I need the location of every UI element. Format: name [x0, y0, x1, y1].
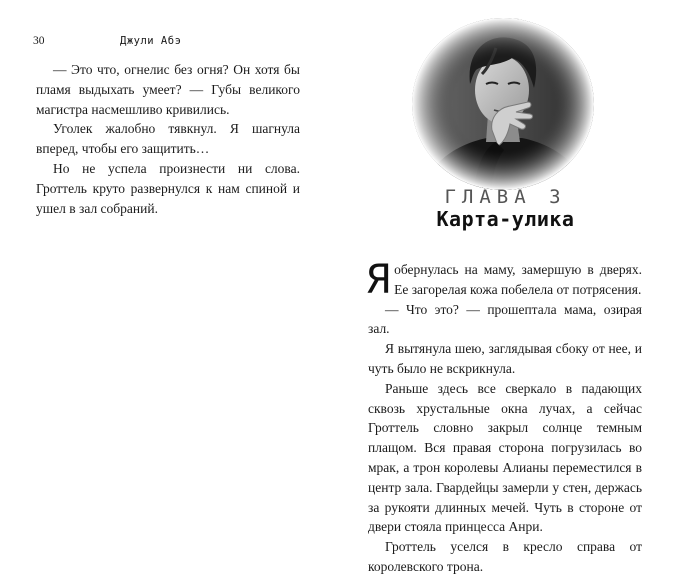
first-paragraph-text: обернулась на маму, замершую в дверях. Ее загорелая кожа побелела от потрясения.: [394, 262, 642, 297]
paragraph: — Что это? — прошептала мама, озирая зал.: [368, 301, 642, 337]
paragraph: Но не успела произнести ни слова. Гроттель круто развернулся к нам спиной и ушел в зал собраний.: [36, 160, 300, 216]
paragraph: Я вытянула шею, заглядывая сбоку от нее, и чуть было не вскрикнула.: [368, 341, 642, 376]
paragraph: Раньше здесь все сверкало в падающих сквозь хрустальные окна лучах, а сейчас Гроттель словно закрыл солнце темным плащом. Вся правая сторона погрузилась во мрак, а трон королевы Алианы переместился в центр зала. Гвардейцы замерли у стен, держась за рукояти длинных мечей. Чуть в стороне от двери стояла принцесса Анри.: [368, 380, 642, 535]
paragraph: — Это что, огнелис без огня? Он хотя бы пламя выдыхать умеет? — Губы великого магистра насмешливо кривились.: [36, 62, 300, 117]
right-page: [337, 0, 674, 574]
running-head: [33, 33, 307, 49]
portrait-art: [412, 18, 594, 190]
paragraph: Гроттель уселся в кресло справа от королевского трона.: [368, 539, 642, 574]
chapter-body-text: [366, 257, 642, 577]
chapter-label: ГЛАВА 3: [444, 186, 567, 208]
portrait-illustration: [412, 18, 594, 190]
drop-cap: Я: [366, 257, 391, 303]
chapter-title: Карта-улика: [436, 207, 575, 231]
page-number: 30: [33, 35, 45, 47]
running-head-author: Джули Абэ: [120, 35, 182, 47]
left-page: [0, 0, 337, 535]
paragraph: Уголек жалобно тявкнул. Я шагнула вперед, чтобы его защитить…: [36, 121, 300, 157]
left-body-text: [36, 60, 300, 218]
first-paragraph: [366, 257, 642, 303]
